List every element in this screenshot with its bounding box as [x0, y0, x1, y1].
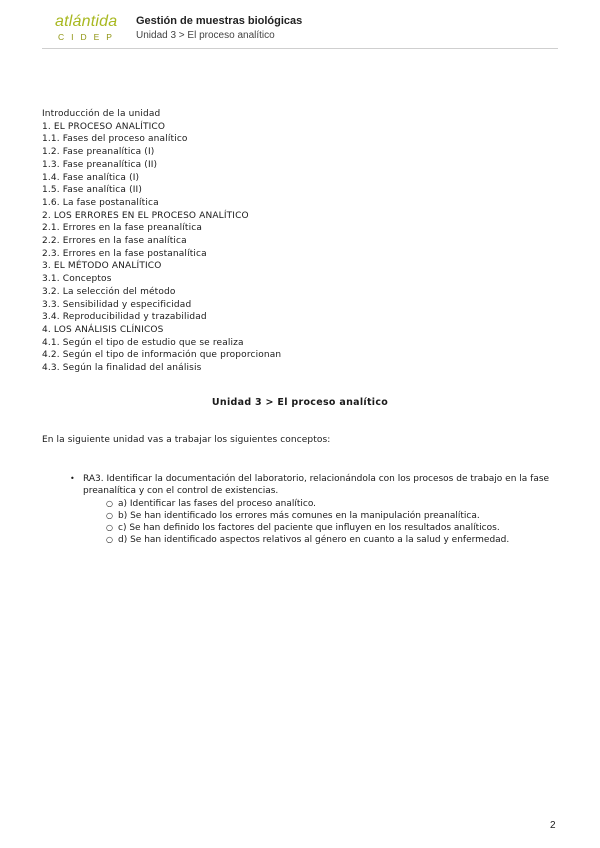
toc-item[interactable]: 1.5. Fase analítica (II) [42, 185, 143, 196]
circle-bullet-icon: ○ [106, 498, 113, 508]
table-of-contents [42, 108, 281, 375]
criteria-item [106, 498, 556, 510]
atlantida-cidep-logo [55, 13, 135, 45]
toc-item[interactable]: 3.3. Sensibilidad y especificidad [42, 299, 192, 310]
document-subtitle: Unidad 3 > El proceso analítico [136, 30, 275, 41]
header-title-block [136, 15, 302, 42]
intro-text: En la siguiente unidad vas a trabajar los siguientes conceptos: [42, 435, 331, 445]
toc-item[interactable]: 3.1. Conceptos [42, 274, 112, 285]
toc-item[interactable]: 2.2. Errores en la fase analítica [42, 236, 187, 247]
header-divider [42, 48, 558, 49]
bullet-icon: • [70, 474, 75, 483]
toc-item[interactable]: 1.4. Fase analítica (I) [42, 172, 140, 183]
toc-item[interactable]: Introducción de la unidad [42, 109, 161, 119]
circle-bullet-icon: ○ [106, 510, 113, 520]
criteria-item [106, 522, 556, 534]
criteria-text: b) Se han identificado los errores más comunes en la manipulación preanalítica. [118, 510, 480, 521]
circle-bullet-icon: ○ [106, 523, 113, 533]
toc-item[interactable]: 3.2. La selección del método [42, 286, 176, 297]
toc-item[interactable]: 1. EL PROCESO ANALÍTICO [42, 121, 166, 132]
toc-item[interactable]: 3. EL MÉTODO ANALÍTICO [42, 261, 162, 272]
criteria-item [106, 534, 556, 546]
section-heading: Unidad 3 > El proceso analítico [211, 397, 389, 408]
toc-item[interactable]: 4. LOS ANÁLISIS CLÍNICOS [42, 324, 164, 335]
criteria-text: c) Se han definido los factores del paciente que influyen en los resultados analíticos. [118, 523, 500, 534]
learning-outcome-list [70, 473, 556, 547]
document-title: Gestión de muestras biológicas [136, 15, 303, 27]
toc-item[interactable]: 1.1. Fases del proceso analítico [42, 134, 188, 145]
circle-bullet-icon: ○ [106, 535, 113, 545]
evaluation-criteria-list [70, 498, 556, 547]
page-number: 2 [550, 820, 556, 831]
learning-outcome-text: RA3. Identificar la documentación del laboratorio, relacionándola con los procesos de trabajo en la fase preanalítica y con el control de existencias. [83, 474, 550, 497]
criteria-text: d) Se han identificado aspectos relativos al género en cuanto a la salud y enfermedad. [118, 535, 510, 546]
toc-item[interactable]: 2. LOS ERRORES EN EL PROCESO ANALÍTICO [42, 210, 249, 221]
page-header [42, 12, 558, 46]
toc-item[interactable]: 4.2. Según el tipo de información que proporcionan [42, 350, 282, 361]
toc-item[interactable]: 3.4. Reproducibilidad y trazabilidad [42, 312, 207, 323]
toc-item[interactable]: 2.3. Errores en la fase postanalítica [42, 248, 207, 259]
toc-item[interactable]: 1.3. Fase preanalítica (II) [42, 159, 158, 170]
logo-wordmark: atlántida [55, 13, 118, 30]
toc-item[interactable]: 1.2. Fase preanalítica (I) [42, 147, 155, 158]
learning-outcome-item [70, 473, 556, 498]
criteria-text: a) Identificar las fases del proceso analítico. [118, 498, 317, 509]
logo-subtitle: CIDEP [58, 32, 119, 42]
toc-item[interactable]: 4.3. Según la finalidad del análisis [42, 363, 202, 374]
criteria-item [106, 510, 556, 522]
toc-item[interactable]: 1.6. La fase postanalítica [42, 197, 159, 208]
toc-item[interactable]: 4.1. Según el tipo de estudio que se realiza [42, 337, 244, 348]
toc-item[interactable]: 2.1. Errores en la fase preanalítica [42, 223, 202, 234]
